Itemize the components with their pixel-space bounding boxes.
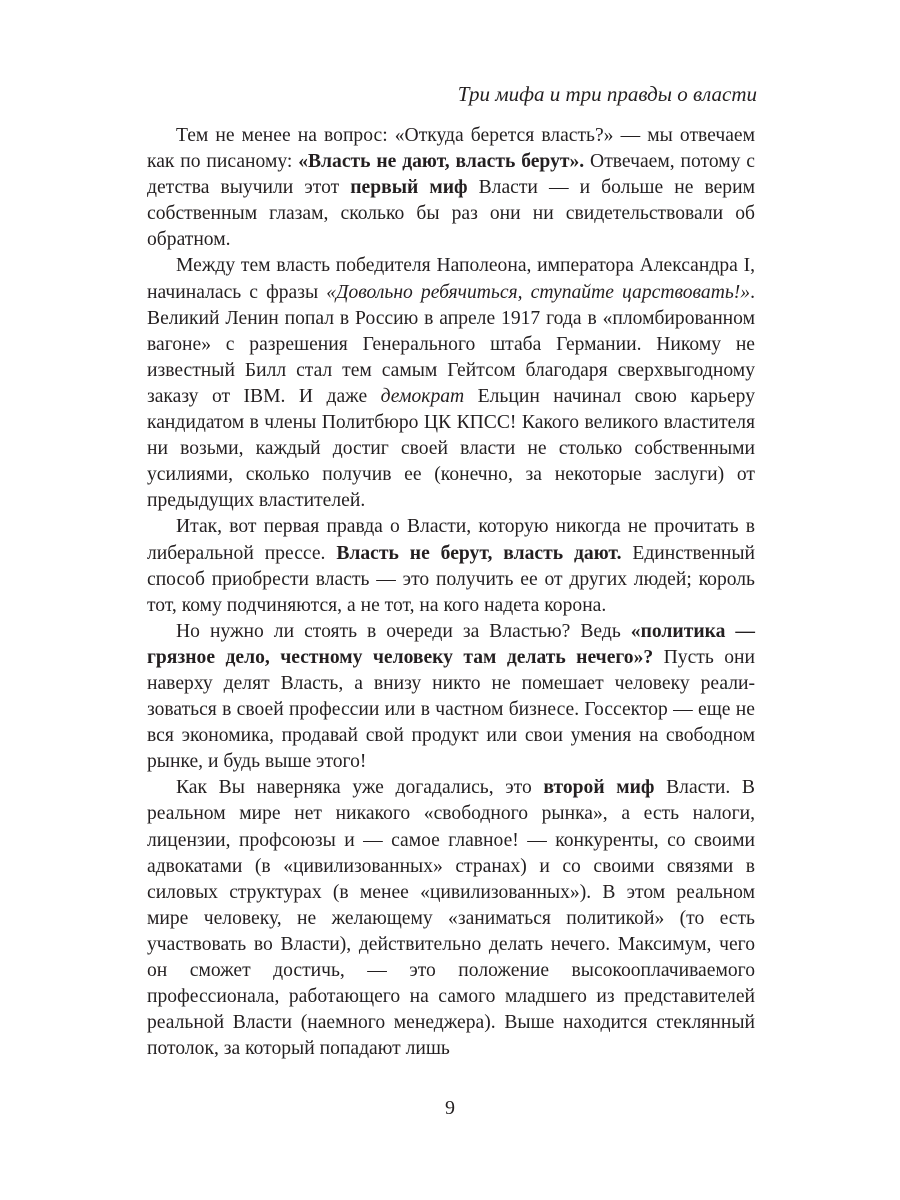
paragraph — [147, 123, 755, 253]
text-run: Власти — и больше не верим собственным глазам, сколько бы раз они ни свидетельствовали об обратном. — [147, 177, 755, 251]
bold-phrase: первый миф — [350, 177, 468, 199]
text-run: Тем не менее на вопрос: «Откуда берется власть?» — мы отвечаем как по писаному: — [147, 125, 755, 173]
paragraph — [147, 253, 755, 514]
text-run: Власти. В реальном мире нет никакого «свободного рынка», а есть налоги, лицензии, профсоюзы и — самое главное! — конкуренты, со своими адвокатами (в «цивилизованных» странах) и со своими связями в силовых структурах (в менее «цивилизованных»). В этом реальном мире человеку, не желающему «заниматься политикой» (то есть участвовать во Власти), действительно делать нечего. Максимум, чего он сможет достичь, — это положение высокооплачиваемого профессионала, работающего на самого младшего из представителей реальной Власти (наемного менеджера). Выше находится стеклянный потолок, за который попадают лишь — [147, 777, 755, 1060]
bold-phrase: второй миф — [543, 777, 655, 799]
bold-phrase: Власть не берут, власть дают. — [336, 542, 622, 564]
text-run: Между тем власть победителя Наполеона, императора Александра I, начиналась с фразы — [147, 255, 755, 303]
bold-phrase: «политика — грязное дело, честному человеку там делать нечего»? — [147, 620, 755, 668]
text-run: . Великий Ленин попал в Россию в апреле 1917 года в «пломбированном вагоне» с разрешения Генерального штаба Германии. Никому не известный Билл стал тем самым Гейтсом благодаря сверхвыгодному заказу от IBM. И даже — [147, 281, 755, 407]
text-run: Итак, вот первая правда о Власти, которую никогда не прочитать в либеральной прессе. — [147, 516, 755, 564]
running-head: Три мифа и три правды о власти — [457, 82, 757, 106]
text-run: Как Вы наверняка уже догадались, это — [176, 777, 544, 799]
bold-phrase: «Власть не дают, власть берут». — [298, 151, 585, 173]
paragraph — [147, 775, 755, 1062]
paragraph — [147, 514, 755, 618]
body-text — [147, 123, 755, 1062]
page-number: 9 — [445, 1097, 455, 1119]
paragraph — [147, 619, 755, 776]
italic-phrase: демократ — [380, 385, 465, 407]
text-run: Пусть они наверху делят Власть, а внизу никто не помешает человеку реализоваться в своей профессии или в частном бизнесе. Госсектор — еще не вся экономика, продавай свой продукт или свои умения на свободном рынке, и будь выше этого! — [147, 646, 755, 773]
italic-phrase: «Довольно ребячиться, ступайте царствовать!» — [326, 281, 751, 303]
text-run: Но нужно ли стоять в очереди за Властью? Ведь — [176, 620, 631, 642]
text-run: Единственный способ приобрести власть — это получить ее от других людей; король тот, кому подчиняются, а не тот, на кого надета корона. — [147, 542, 755, 616]
text-run: Ельцин начинал свою карьеру кандидатом в члены Политбюро ЦК КПСС! Какого великого властителя ни возьми, каждый достиг своей власти не столько собственными усилиями, сколько получив ее (конечно, за некоторые заслуги) от предыдущих властителей. — [147, 385, 756, 512]
text-run: Отвечаем, потому с детства выучили этот — [147, 151, 755, 199]
